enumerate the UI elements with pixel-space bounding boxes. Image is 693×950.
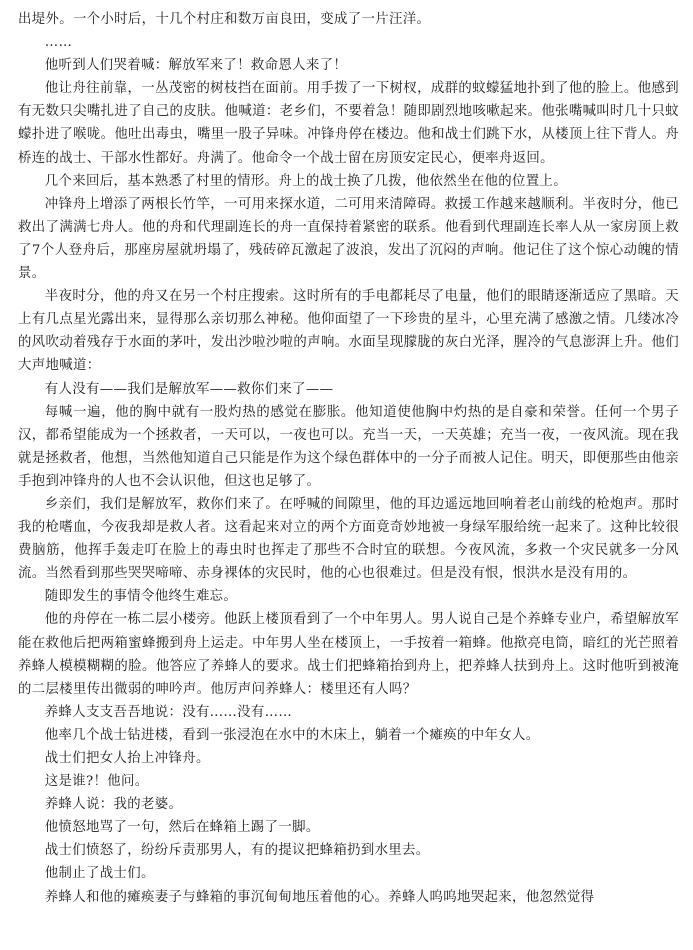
paragraph-10: 乡亲们，我们是解放军，救你们来了。在呼喊的间隙里，他的耳边遥远地回响着老山前线的枪炮声。那时我的枪嗜血，今夜我却是救人者。这看起来对立的两个方面竟奇妙地被一身绿军服给统一起来了。这种比较很费脑筋，他挥手轰走叮在脸上的毒虫时也挥走了那些不合时宜的联想。今夜风流，多救一个灾民就多一分风流。当然看到那些哭哭啼啼、赤身裸体的灾民时，他的心也很难过。但是没有恨，恨洪水是没有用的。 bbox=[18, 496, 679, 582]
paragraph-11: 随即发生的事情令他终生难忘。 bbox=[44, 589, 238, 605]
paragraph-8: 有人没有——我们是解放军——救你们来了—— bbox=[44, 381, 334, 397]
paragraph-1: 出堤外。一个小时后，十几个村庄和数万亩良田，变成了一片汪洋。 bbox=[18, 12, 431, 27]
paragraph-12: 他的舟停在一栋二层小楼旁。他跃上楼顶看到了一个中年男人。男人说自己是个养蜂专业户，希望解放军能在救他后把两箱蜜蜂搬到舟上运走。中年男人坐在楼顶上，一手按着一箱蜂。他揿亮电筒，暗红的光芒照着养蜂人模模糊糊的脸。他答应了养蜂人的要求。战士们把蜂箱抬到舟上，把养蜂人扶到舟上。这时他听到被淹的二层楼里传出微弱的呻吟声。他厉声问养蜂人：楼里还有人吗？ bbox=[18, 612, 679, 697]
paragraph-9: 每喊一遍，他的胸中就有一股灼热的感觉在膨胀。他知道使他胸中灼热的是自豪和荣誉。任何一个男子汉，都希望能成为一个拯救者，一天可以，一夜也可以。充当一天，一天英雄；充当一夜，一夜风流。现在我就是拯救者，他想，当然他知道自己只能是作为这个绿色群体中的一分子而被人记住。明天，即便那些由他亲手抱到冲锋舟的人也不会认识他，但这也足够了。 bbox=[18, 404, 679, 489]
paragraph-20: 他制止了战士们。 bbox=[44, 866, 155, 882]
paragraph-4: 他让舟往前靠，一丛茂密的树枝挡在面前。用手拨了一下树杈，成群的蚊蠓猛地扑到了他的脸上。他感到有无数只尖嘴扎进了自己的皮肤。他喊道：老乡们，不要着急！随即剧烈地咳嗽起来。他张嘴喊叫时几十只蚊蠓扑进了喉咙。他吐出毒虫，嘴里一股子异味。冲锋舟停在楼边。他和战士们跳下水，从楼顶上往下背人。舟桥连的战士、干部水性都好。舟满了。他命令一个战士留在房顶安定民心，便率舟返回。 bbox=[18, 81, 679, 166]
paragraph-6: 冲锋舟上增添了两根长竹竿，一可用来探水道，二可用来清障碍。救援工作越来越顺利。半夜时分，他已救出了满满七舟人。他的舟和代理副连长的舟一直保持着紧密的联系。他看到代理副连长率人从一家房顶上救了7个人登舟后，那座房屋就坍塌了，残砖碎瓦激起了波浪，发出了沉闷的声响。他记住了这个惊心动魄的情景。 bbox=[18, 196, 679, 282]
paragraph-16: 这是谁?！他问。 bbox=[44, 774, 149, 790]
paragraph-3: 他听到人们哭着喊：解放军来了！救命恩人来了！ bbox=[44, 58, 348, 74]
paragraph-18: 他愤怒地骂了一句，然后在蜂箱上踢了一脚。 bbox=[44, 820, 320, 836]
paragraph-ellipsis: …… bbox=[44, 35, 73, 51]
paragraph-21: 养蜂人和他的瘫痪妻子与蜂箱的事沉甸甸地压着他的心。养蜂人呜呜地哭起来，他忽然觉得 bbox=[44, 889, 595, 905]
paragraph-17: 养蜂人说：我的老婆。 bbox=[44, 797, 183, 813]
paragraph-13: 养蜂人支支吾吾地说：没有……没有…… bbox=[44, 704, 293, 720]
paragraph-15: 战士们把女人抬上冲锋舟。 bbox=[44, 751, 210, 766]
paragraph-19: 战士们愤怒了，纷纷斥责那男人，有的提议把蜂箱扔到水里去。 bbox=[44, 843, 430, 859]
paragraph-14: 他率几个战士钻进楼，看到一张浸泡在水中的木床上，躺着一个瘫痪的中年女人。 bbox=[44, 727, 540, 743]
paragraph-7: 半夜时分，他的舟又在另一个村庄搜索。这时所有的手电都耗尽了电量，他们的眼睛逐渐适应了黑暗。天上有几点星光露出来，显得那么亲切那么神秘。他仰面望了一下珍贵的星斗，心里充满了感激之情。几缕冰冷的风吹动着残存于水面的茅叶，发出沙啦沙啦的声响。水面呈现朦胧的灰白光泽，腥冷的气息澎湃上升。他们大声地喊道： bbox=[18, 289, 679, 374]
paragraph-5: 几个来回后，基本熟悉了村里的情形。舟上的战士换了几拨，他依然坐在他的位置上。 bbox=[44, 173, 567, 189]
